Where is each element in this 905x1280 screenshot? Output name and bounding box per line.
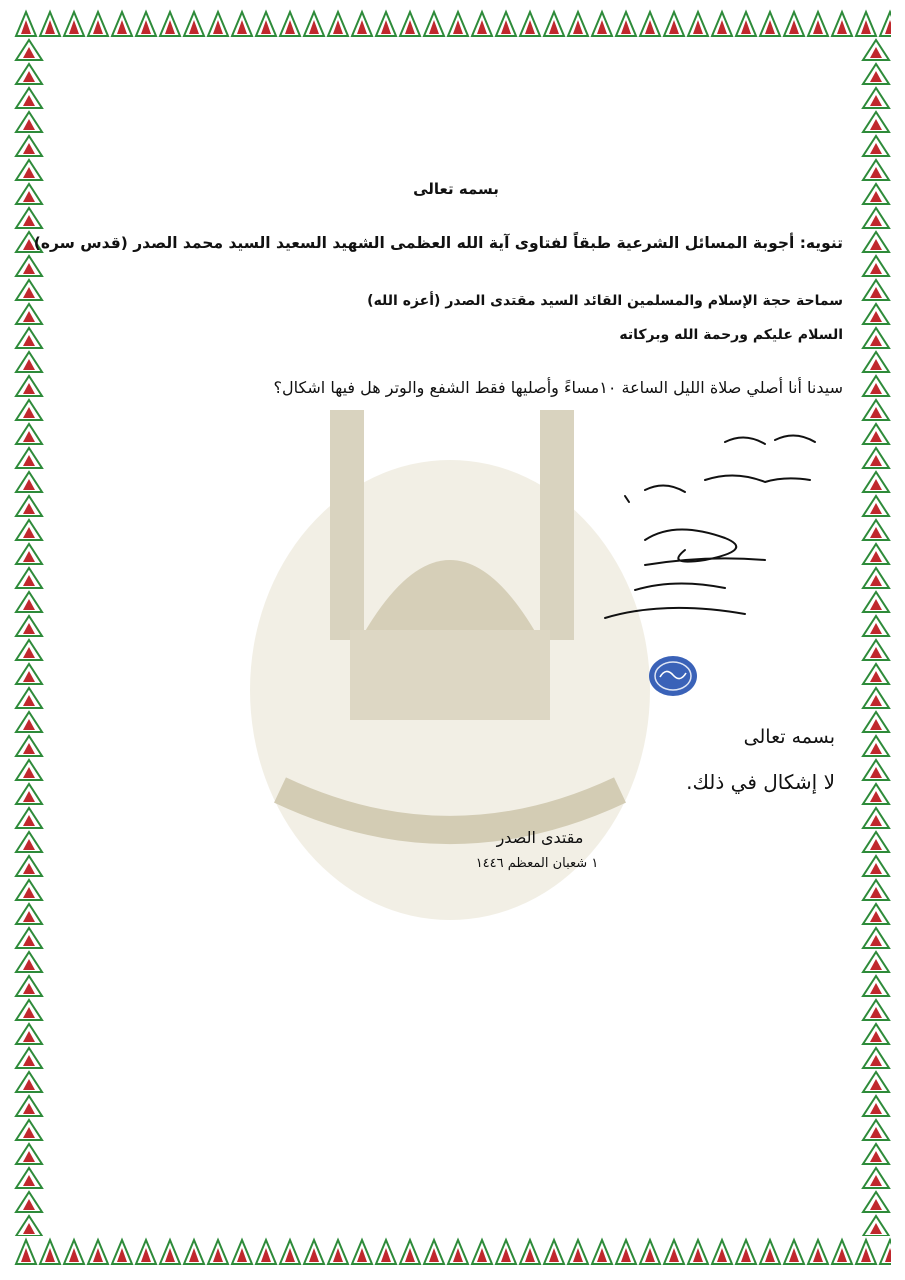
decorative-border-bottom [14,1236,891,1266]
decorative-border-left [14,38,44,1236]
blue-seal-stamp [648,655,698,697]
handwritten-reply-signature [585,420,845,630]
reply-signer: مقتدى الصدر [496,828,584,847]
reply-basmala: بسمه تعالى [743,726,835,748]
reply-date: ١ شعبان المعظم ١٤٤٦ [475,856,599,871]
decorative-border-right [861,38,891,1236]
document-basmala: بسمه تعالى [413,180,499,198]
addressee-line: سماحة حجة الإسلام والمسلمين القائد السيد مقتدى الصدر (أعزه الله) [367,293,843,309]
decorative-border-top [14,8,891,38]
question-text: سيدنا أنا أصلي صلاة الليل الساعة ١٠مساءً وأصليها فقط الشفع والوتر هل فيها اشكال؟ [273,378,843,397]
notice-heading: تنويه: أجوبة المسائل الشرعية طبقاً لفتاوى آية الله العظمى الشهيد السعيد السيد محمد الصدر (قدس سره) [33,234,843,252]
reply-answer: لا إشكال في ذلك. [686,770,835,794]
greeting-line: السلام عليكم ورحمة الله وبركاته [619,327,843,343]
